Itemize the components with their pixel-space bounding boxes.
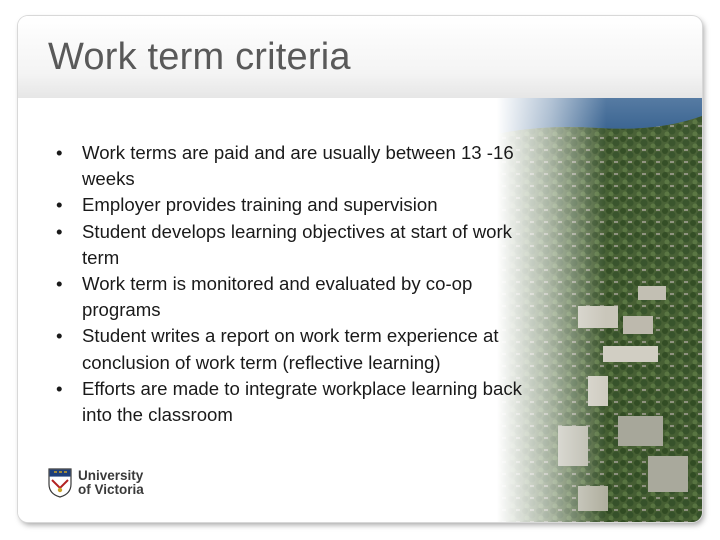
slide-title: Work term criteria (48, 36, 351, 78)
bullet-text: Work term is monitored and evaluated by co-op programs (82, 273, 473, 321)
bullet-list (56, 140, 526, 428)
bullet-item (56, 140, 526, 192)
bullet-text: Efforts are made to integrate workplace learning back into the classroom (82, 377, 522, 426)
bullet-item (56, 219, 526, 271)
logo-line-2: of Victoria (78, 482, 144, 497)
bullet-item (56, 376, 526, 428)
bullet-text: Work terms are paid and are usually between 13 -16 weeks (82, 142, 514, 190)
logo-line-1: University (78, 468, 144, 483)
university-logo (48, 468, 144, 498)
bullet-text: Student writes a report on work term experience at conclusion of work term (reflective learning) (82, 325, 499, 373)
bullet-item (56, 192, 526, 218)
bullet-dot: • (56, 325, 63, 347)
crest-icon (48, 468, 72, 498)
bullet-item (56, 271, 526, 323)
bullet-dot: • (56, 194, 63, 216)
bullet-text: Employer provides training and supervision (82, 194, 438, 216)
bullet-dot: • (56, 273, 63, 295)
slide (18, 16, 702, 522)
logo-text (78, 469, 144, 497)
bullet-text: Student develops learning objectives at start of work term (82, 220, 512, 268)
bullet-dot: • (56, 377, 63, 399)
bullet-item (56, 323, 526, 375)
bullet-dot: • (56, 142, 63, 163)
bullet-dot: • (56, 220, 63, 242)
